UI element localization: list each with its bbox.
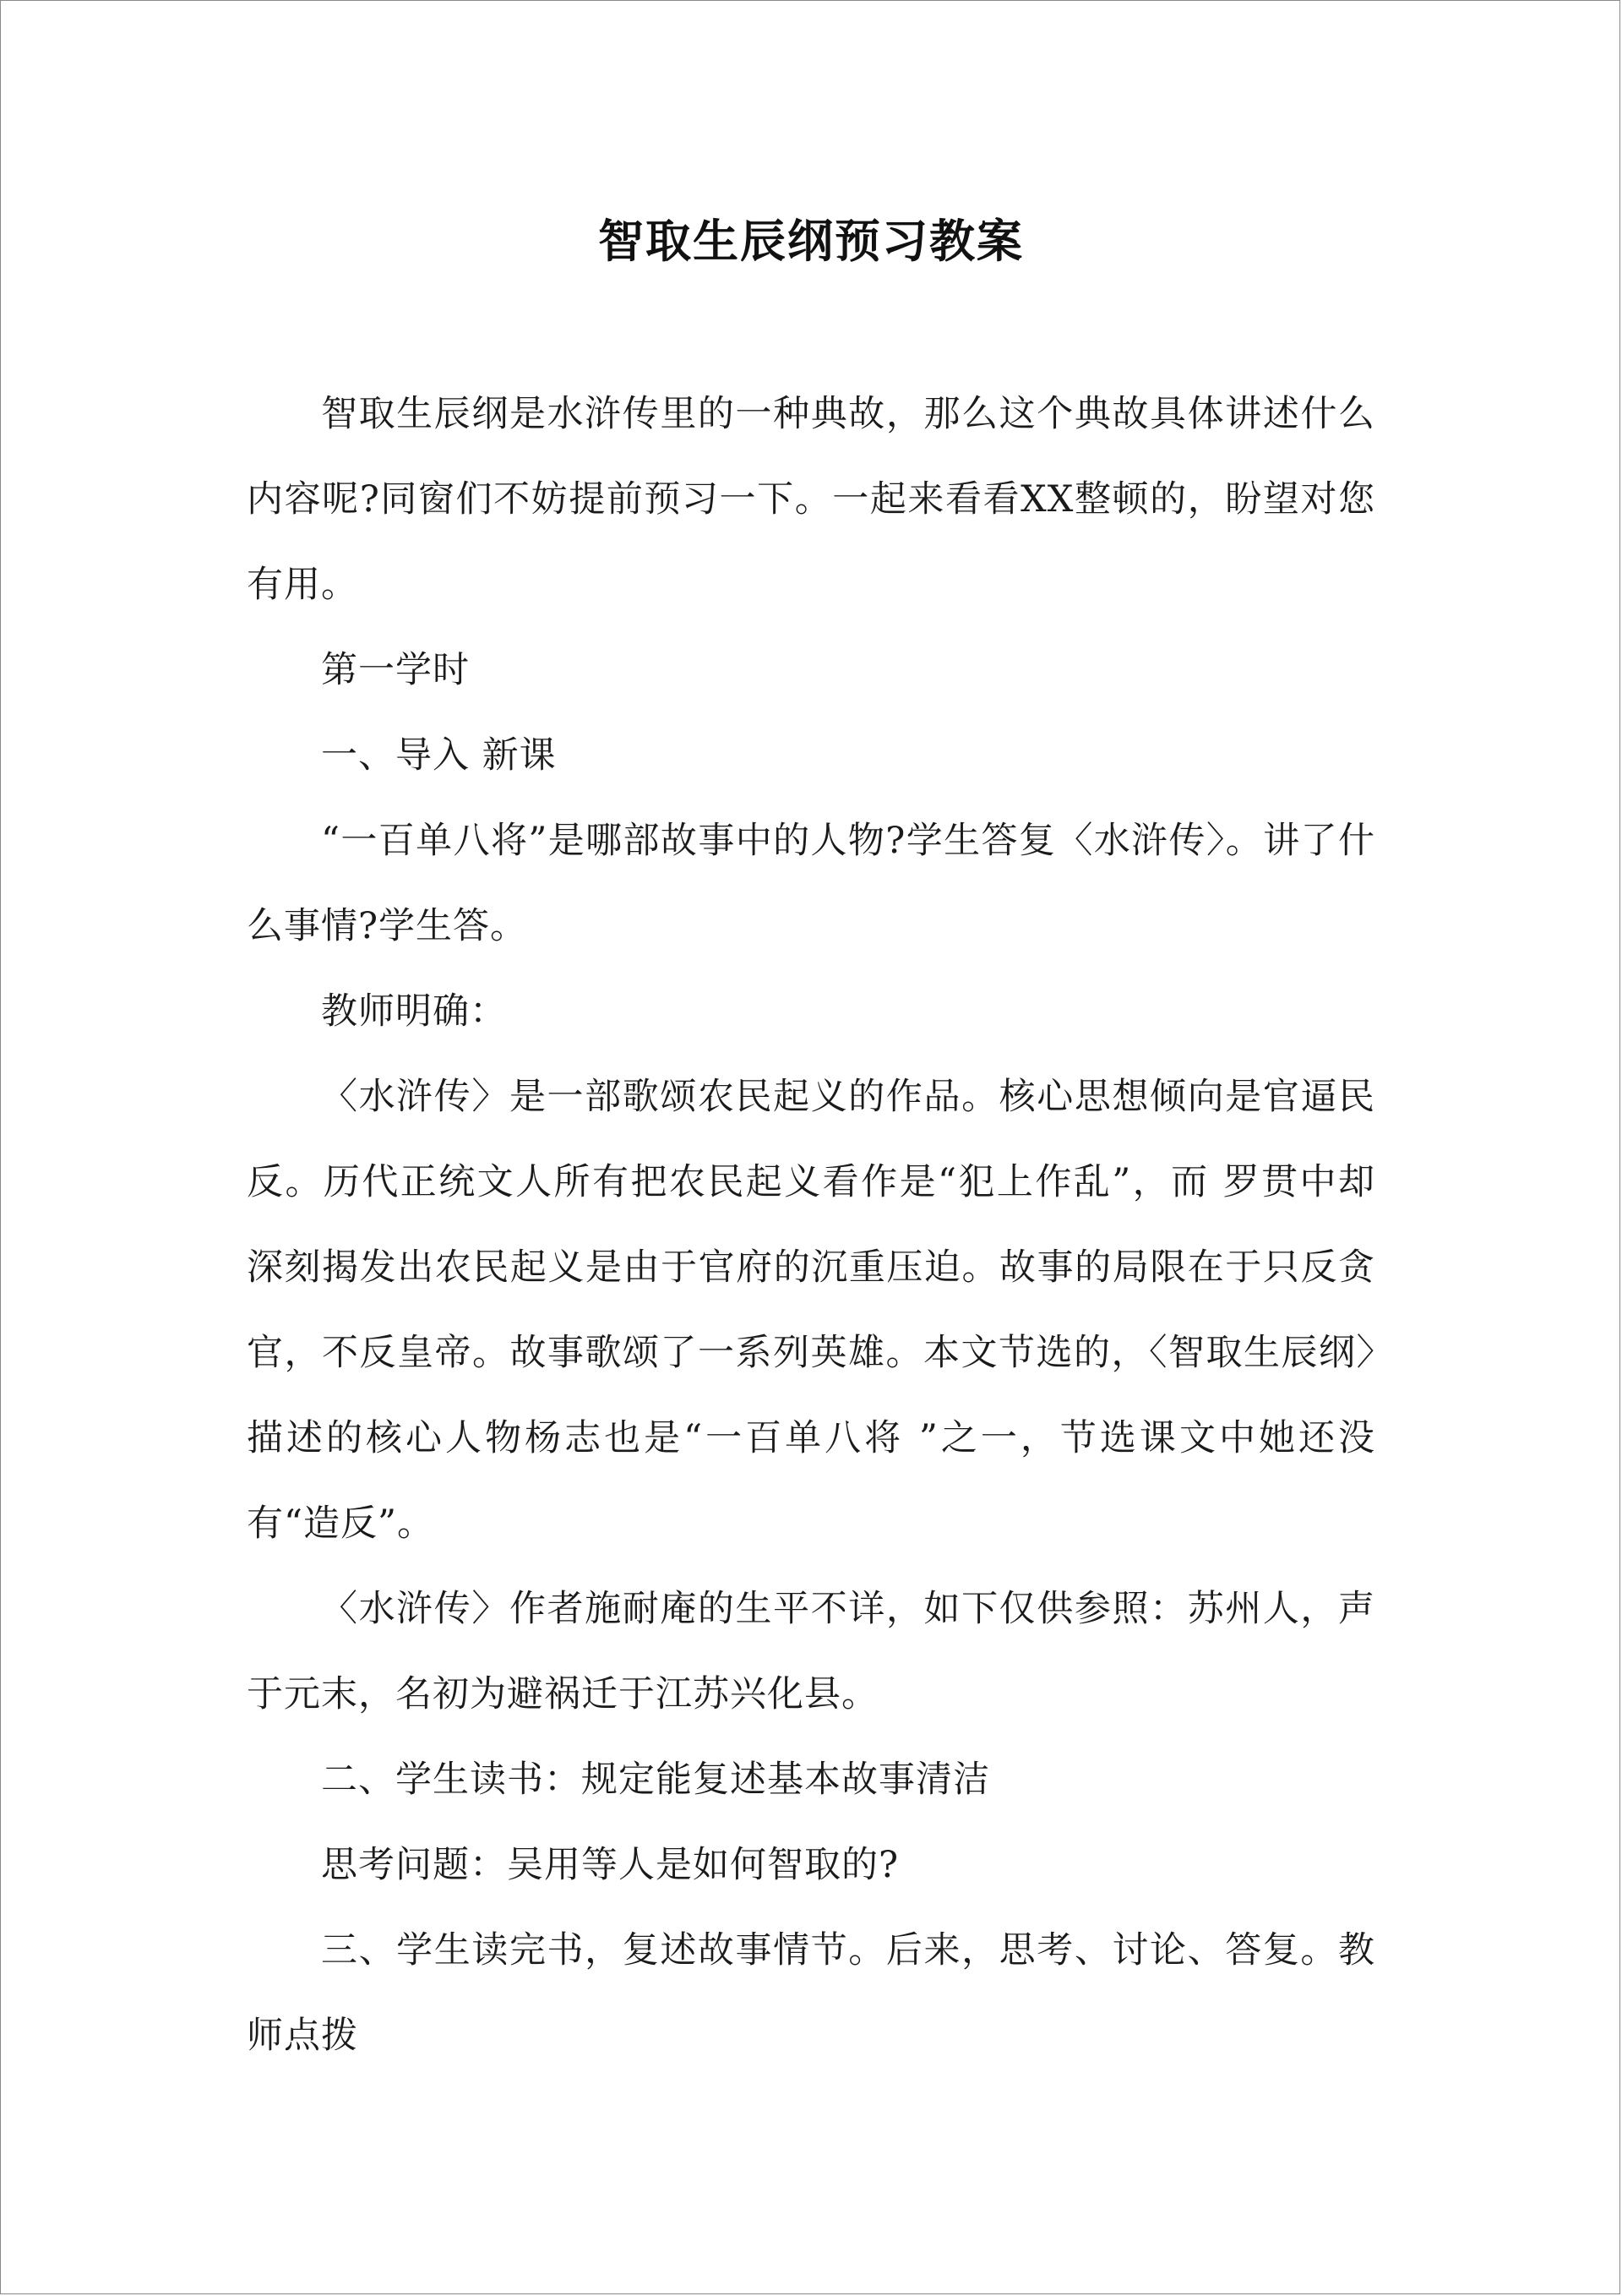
paragraph-lesson-one: 第一学时 [321, 649, 470, 691]
paragraph-section-one: 一、导入 新课 [321, 734, 557, 777]
paragraph-teacher-clarifies: 教师明确： [321, 990, 507, 1033]
document-title: 智取生辰纲预习教案 [598, 214, 1024, 268]
document-body [247, 372, 1375, 2079]
paragraph-thinking-question: 思考问题：吴用等人是如何智取的? [321, 1844, 900, 1886]
paragraph-novel-summary: 〈水浒传〉是一部歌颂农民起义的作品。核心思想倾向是官逼民反。历代正统文人所有把农民起义看作是“犯上作乱”，而 罗贯中却深刻揭发出农民起义是由于官府的沉重压迫。故事的局限在于只反贪官，不反皇帝。故事歌颂了一系列英雄。本文节选的，〈智取生辰纲〉描述的核心人物杨志也是“一百单八将 ”之一，节选课文中她还没有“造反”。 [247, 1076, 1375, 1545]
paragraph-question: “一百单八将”是哪部故事中的人物?学生答复〈水浒传〉。讲了什么事情?学生答。 [247, 820, 1375, 947]
paragraph-intro: 智取生辰纲是水浒传里的一种典故，那么这个典故具体讲述什么内容呢?同窗们不妨提前预习一下。一起来看看XX整顿的，盼望对您有用。 [247, 393, 1375, 606]
paragraph-author: 〈水浒传〉作者施耐庵的生平不详，如下仅供参照：苏州人，声于元末，名初为避祸迁于江苏兴化县。 [247, 1588, 1375, 1715]
paragraph-section-two: 二、学生读书：规定能复述基本故事清洁 [321, 1759, 990, 1801]
paragraph-section-three: 三、学生读完书，复述故事情节。后来，思考、讨论、答复。教师点拨 [247, 1929, 1375, 2057]
